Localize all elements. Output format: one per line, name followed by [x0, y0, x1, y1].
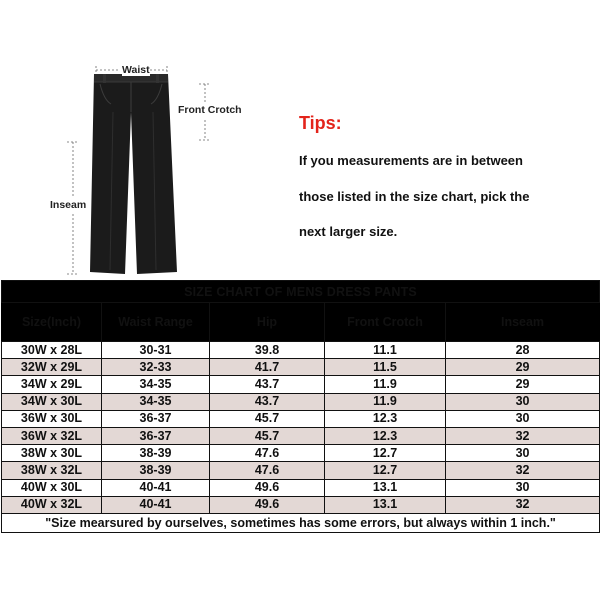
cell-size: 36W x 30L: [2, 410, 102, 427]
cell-hip: 49.6: [210, 479, 325, 496]
cell-size: 30W x 28L: [2, 342, 102, 359]
cell-front-crotch: 11.5: [325, 359, 446, 376]
cell-waist-range: 34-35: [102, 376, 210, 393]
cell-hip: 49.6: [210, 496, 325, 513]
cell-front-crotch: 12.3: [325, 427, 446, 444]
cell-inseam: 32: [446, 427, 600, 444]
table-row: [2, 376, 600, 393]
cell-front-crotch: 11.9: [325, 393, 446, 410]
cell-front-crotch: 12.7: [325, 462, 446, 479]
table-row: [2, 496, 600, 513]
table-row: [2, 410, 600, 427]
pants-measurement-figure: [0, 0, 290, 280]
table-row: [2, 393, 600, 410]
measurement-note: "Size mearsured by ourselves, sometimes has some errors, but always within 1 inch.": [2, 513, 600, 532]
cell-hip: 45.7: [210, 410, 325, 427]
cell-hip: 43.7: [210, 376, 325, 393]
cell-inseam: 30: [446, 445, 600, 462]
table-row: [2, 342, 600, 359]
pants-illustration: [0, 0, 290, 280]
cell-inseam: 32: [446, 496, 600, 513]
table-row: [2, 479, 600, 496]
cell-hip: 45.7: [210, 427, 325, 444]
tips-title: Tips:: [299, 113, 342, 133]
cell-size: 32W x 29L: [2, 359, 102, 376]
cell-waist-range: 40-41: [102, 496, 210, 513]
table-row: [2, 359, 600, 376]
cell-hip: 47.6: [210, 462, 325, 479]
tips-line-1: If you measurements are in between: [299, 153, 523, 168]
cell-inseam: 29: [446, 359, 600, 376]
cell-inseam: 30: [446, 410, 600, 427]
cell-size: 34W x 29L: [2, 376, 102, 393]
cell-waist-range: 36-37: [102, 427, 210, 444]
cell-waist-range: 38-39: [102, 445, 210, 462]
header-size: Size(Inch): [2, 303, 102, 342]
cell-waist-range: 34-35: [102, 393, 210, 410]
cell-inseam: 30: [446, 393, 600, 410]
cell-inseam: 28: [446, 342, 600, 359]
table-row: [2, 445, 600, 462]
cell-front-crotch: 13.1: [325, 479, 446, 496]
cell-size: 34W x 30L: [2, 393, 102, 410]
size-chart-title: SIZE CHART OF MENS DRESS PANTS: [2, 281, 600, 303]
size-chart-table: [1, 280, 600, 533]
cell-size: 38W x 32L: [2, 462, 102, 479]
header-row: [2, 303, 600, 342]
cell-waist-range: 40-41: [102, 479, 210, 496]
header-front-crotch: Front Crotch: [325, 303, 446, 342]
cell-size: 40W x 30L: [2, 479, 102, 496]
tips-line-3: next larger size.: [299, 224, 398, 239]
cell-hip: 39.8: [210, 342, 325, 359]
cell-size: 38W x 30L: [2, 445, 102, 462]
cell-inseam: 32: [446, 462, 600, 479]
cell-front-crotch: 12.7: [325, 445, 446, 462]
header-waist-range: Waist Range: [102, 303, 210, 342]
cell-waist-range: 32-33: [102, 359, 210, 376]
front-crotch-label: Front Crotch: [178, 104, 242, 116]
size-chart-body: [2, 342, 600, 514]
pants-shape: [90, 74, 177, 274]
inseam-label: Inseam: [50, 199, 87, 211]
waist-label: Waist: [122, 64, 150, 76]
cell-front-crotch: 13.1: [325, 496, 446, 513]
cell-hip: 43.7: [210, 393, 325, 410]
table-row: [2, 462, 600, 479]
cell-hip: 47.6: [210, 445, 325, 462]
cell-inseam: 30: [446, 479, 600, 496]
cell-inseam: 29: [446, 376, 600, 393]
cell-front-crotch: 11.9: [325, 376, 446, 393]
tips-line-2: those listed in the size chart, pick the: [299, 189, 530, 204]
header-hip: Hip: [210, 303, 325, 342]
cell-waist-range: 30-31: [102, 342, 210, 359]
cell-waist-range: 36-37: [102, 410, 210, 427]
cell-size: 40W x 32L: [2, 496, 102, 513]
cell-waist-range: 38-39: [102, 462, 210, 479]
cell-front-crotch: 12.3: [325, 410, 446, 427]
cell-front-crotch: 11.1: [325, 342, 446, 359]
cell-hip: 41.7: [210, 359, 325, 376]
table-row: [2, 427, 600, 444]
cell-size: 36W x 32L: [2, 427, 102, 444]
header-inseam: Inseam: [446, 303, 600, 342]
